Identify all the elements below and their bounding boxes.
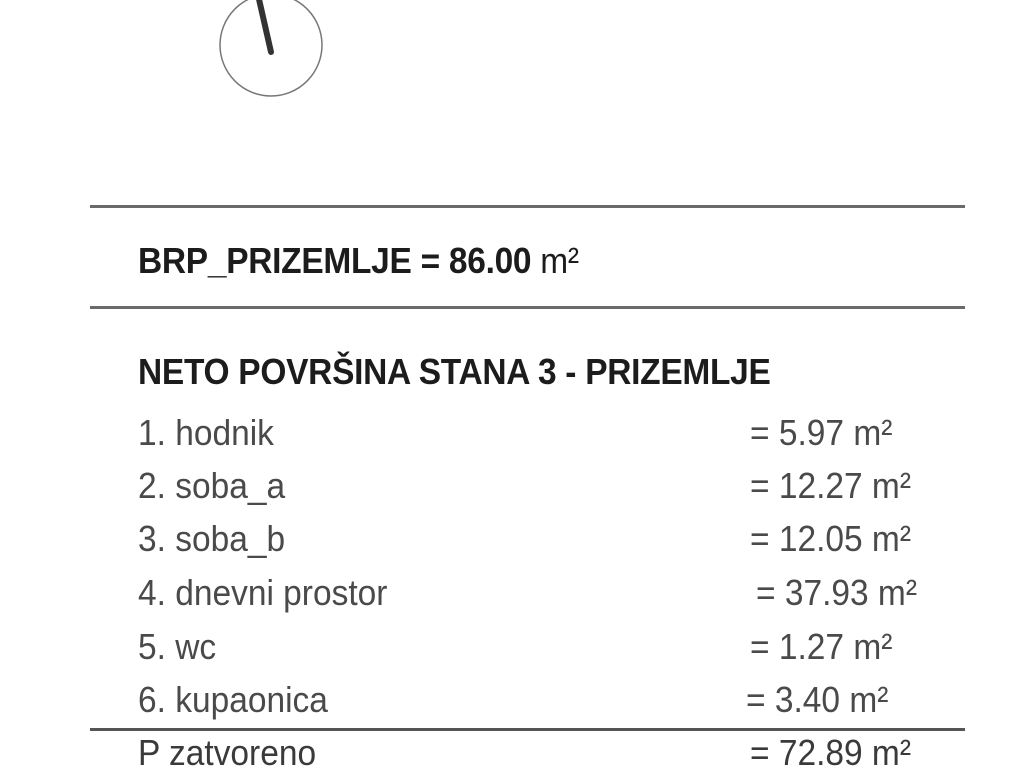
total-value: = 72.89 m² <box>750 732 911 768</box>
room-row <box>0 679 1024 723</box>
divider-top <box>90 205 965 208</box>
room-label: 3. soba_b <box>138 518 286 559</box>
room-value: = 12.27 m² <box>750 465 911 506</box>
room-label: 6. kupaonica <box>138 679 328 720</box>
divider-bottom <box>90 728 965 731</box>
room-value: = 12.05 m² <box>750 518 911 559</box>
room-label: 4. dnevni prostor <box>138 572 388 613</box>
total-row <box>0 732 1024 768</box>
room-row <box>0 626 1024 670</box>
divider-middle <box>90 306 965 309</box>
room-value: = 37.93 m² <box>756 572 917 613</box>
room-row <box>0 572 1024 616</box>
room-value: = 3.40 m² <box>746 679 889 720</box>
room-label: 1. hodnik <box>138 412 274 453</box>
brp-label: BRP_PRIZEMLJE = 86.00 <box>138 240 532 281</box>
north-arrow-icon <box>218 0 324 98</box>
room-row <box>0 518 1024 562</box>
total-label: P zatvoreno <box>138 732 317 768</box>
room-value: = 5.97 m² <box>750 412 893 453</box>
brp-summary <box>138 240 579 282</box>
room-label: 5. wc <box>138 626 217 667</box>
room-label: 2. soba_a <box>138 465 286 506</box>
room-value: = 1.27 m² <box>750 626 893 667</box>
brp-unit: m² <box>540 240 579 281</box>
net-area-title: NETO POVRŠINA STANA 3 - PRIZEMLJE <box>138 351 771 392</box>
room-row <box>0 412 1024 456</box>
room-row <box>0 465 1024 509</box>
